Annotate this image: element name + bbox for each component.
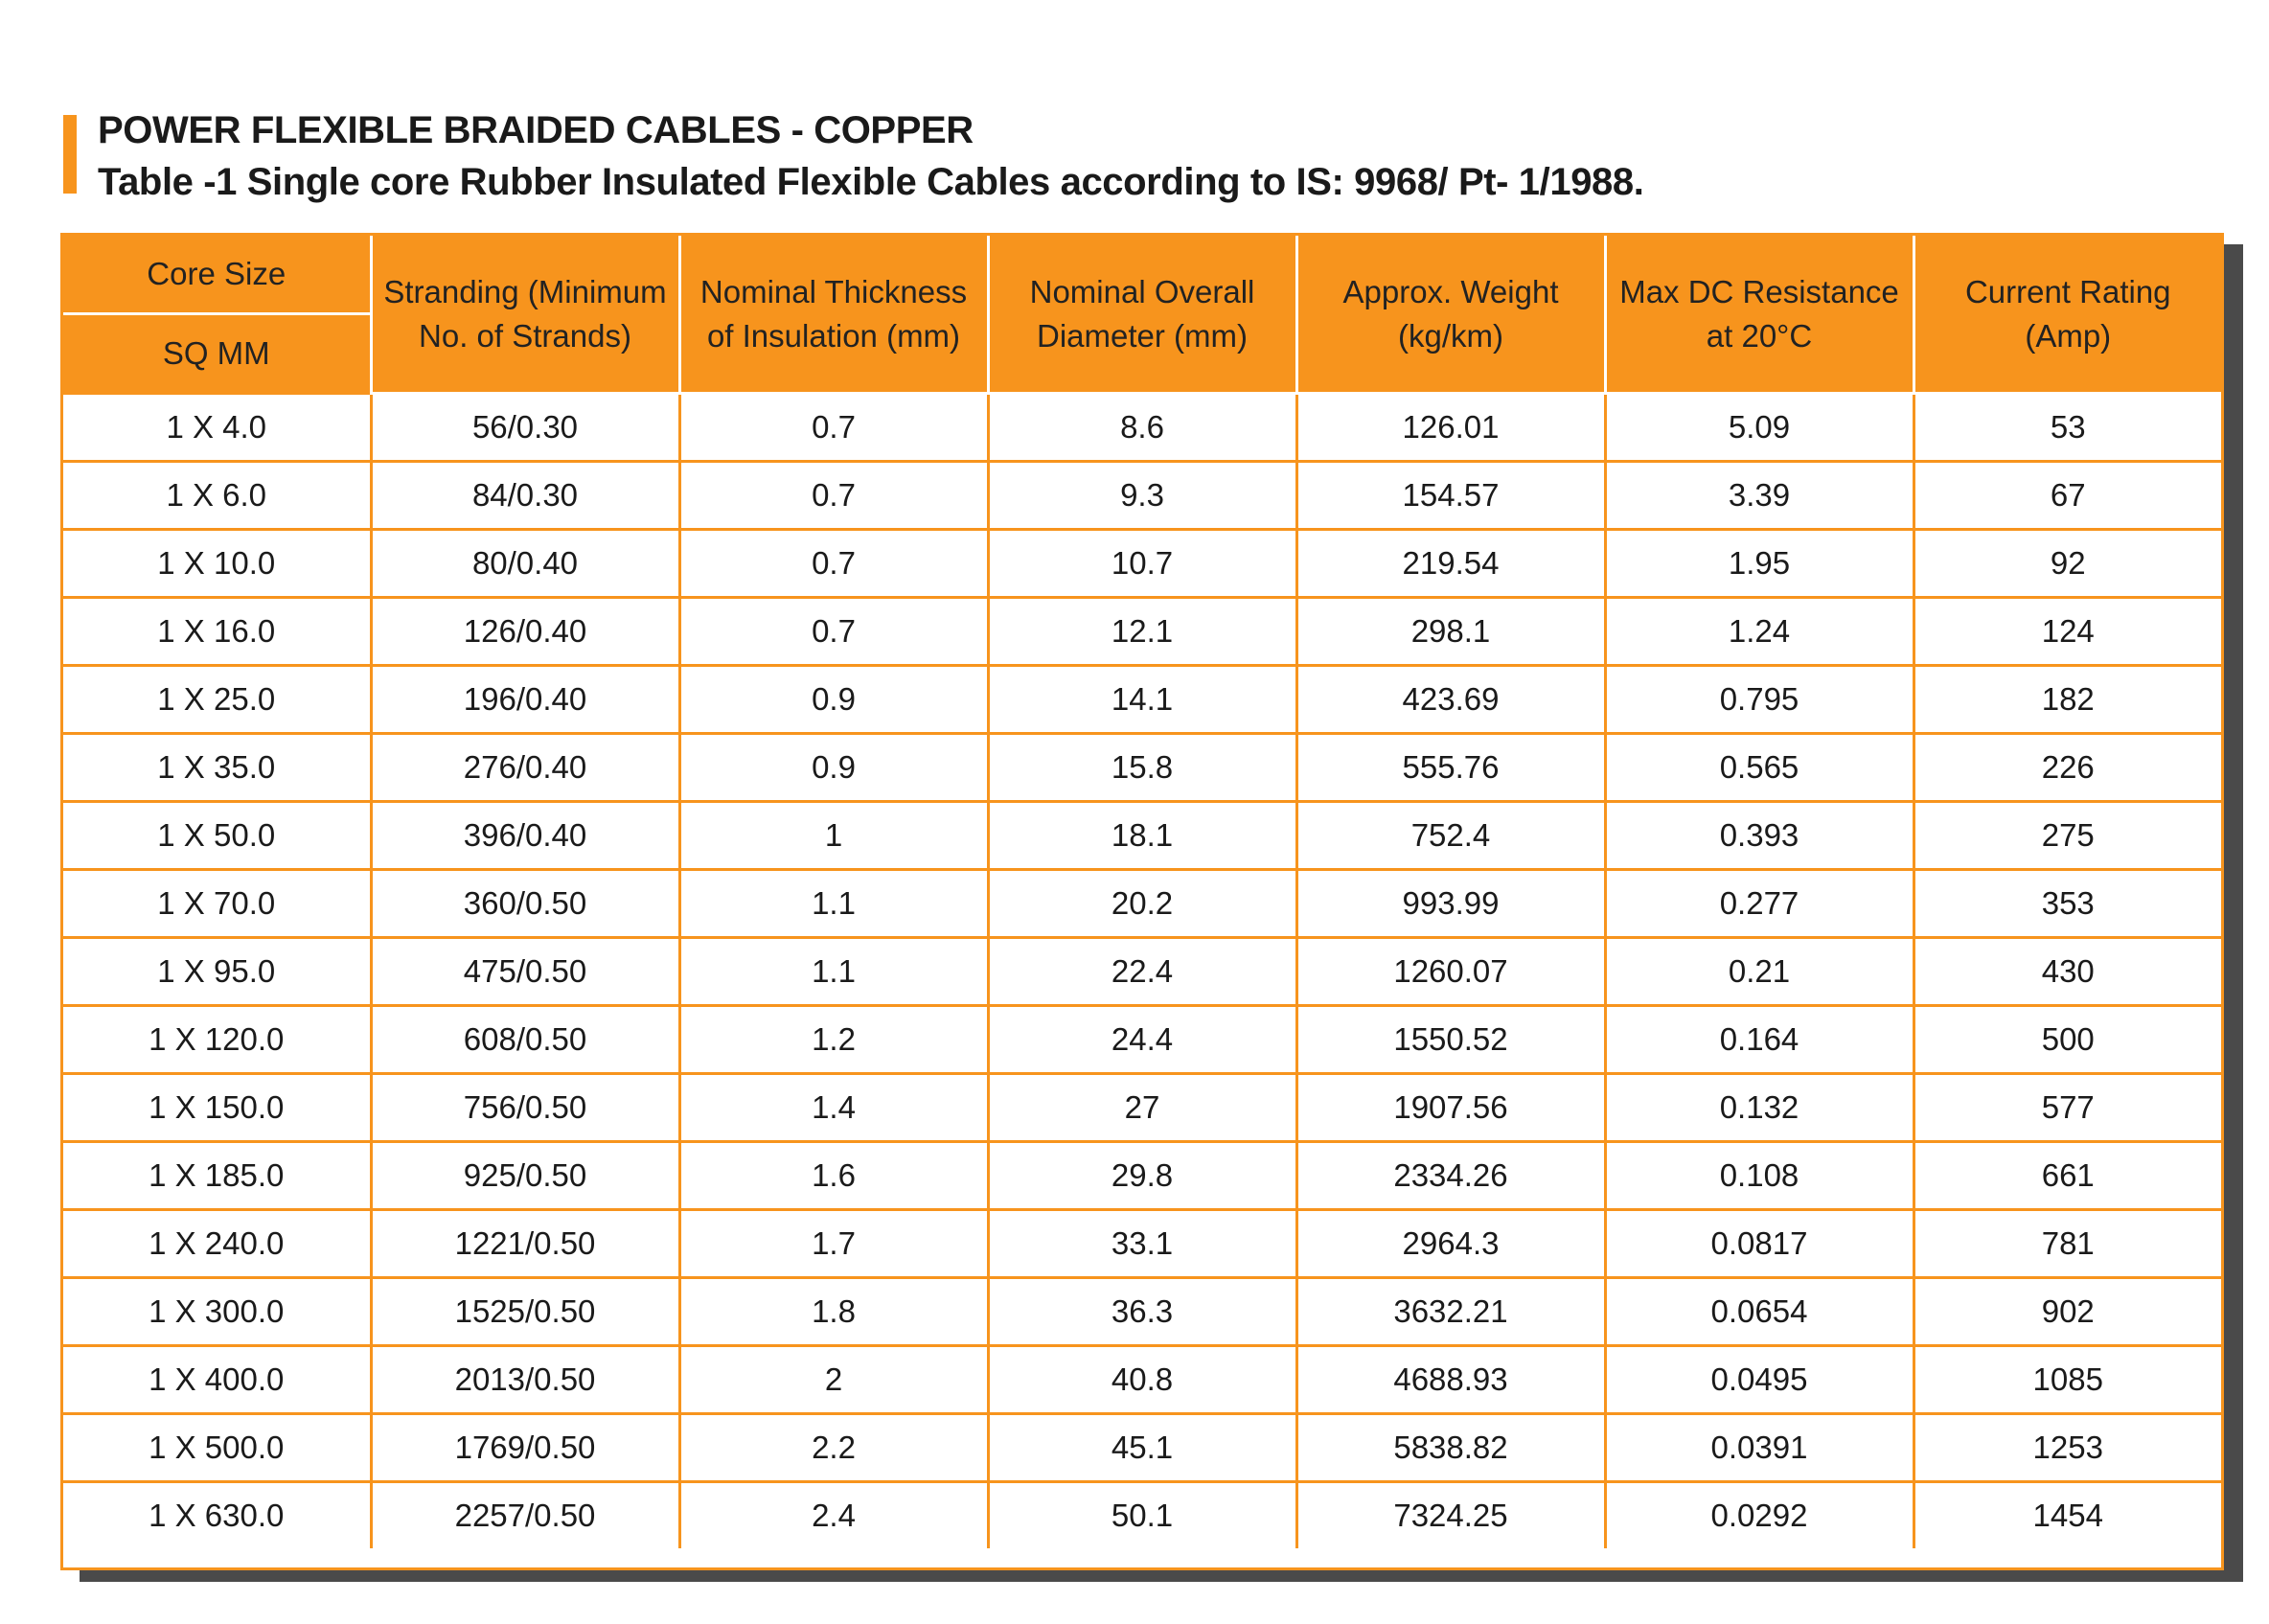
cell-diameter: 12.1: [988, 598, 1296, 666]
cell-core-size: 1 X 35.0: [63, 734, 371, 802]
document-title: POWER FLEXIBLE BRAIDED CABLES - COPPER: [98, 109, 974, 151]
header-core-size: Core Size: [63, 236, 371, 314]
table-row: [63, 802, 2221, 870]
cell-thickness: 1: [679, 802, 988, 870]
cell-stranding: 84/0.30: [371, 462, 679, 530]
cell-resistance: 0.0817: [1605, 1210, 1914, 1278]
cell-thickness: 1.6: [679, 1142, 988, 1210]
cell-stranding: 608/0.50: [371, 1006, 679, 1074]
cell-weight: 993.99: [1296, 870, 1605, 938]
cell-core-size: 1 X 70.0: [63, 870, 371, 938]
cell-diameter: 40.8: [988, 1346, 1296, 1414]
cell-current: 430: [1914, 938, 2221, 1006]
header-weight-line1: Approx. Weight: [1342, 273, 1559, 309]
cell-weight: 2334.26: [1296, 1142, 1605, 1210]
cell-thickness: 1.7: [679, 1210, 988, 1278]
cell-stranding: 126/0.40: [371, 598, 679, 666]
cell-thickness: 0.7: [679, 462, 988, 530]
cell-diameter: 22.4: [988, 938, 1296, 1006]
cell-current: 226: [1914, 734, 2221, 802]
cell-stranding: 1221/0.50: [371, 1210, 679, 1278]
cell-thickness: 2.4: [679, 1482, 988, 1549]
cell-resistance: 0.164: [1605, 1006, 1914, 1074]
cell-current: 577: [1914, 1074, 2221, 1142]
cell-core-size: 1 X 185.0: [63, 1142, 371, 1210]
cell-thickness: 1.2: [679, 1006, 988, 1074]
cell-resistance: 3.39: [1605, 462, 1914, 530]
table-row: [63, 1278, 2221, 1346]
table-row: [63, 1142, 2221, 1210]
cell-weight: 555.76: [1296, 734, 1605, 802]
header-current-line2: (Amp): [2025, 317, 2112, 354]
cell-thickness: 0.9: [679, 734, 988, 802]
cell-stranding: 396/0.40: [371, 802, 679, 870]
cell-weight: 126.01: [1296, 394, 1605, 462]
cell-thickness: 1.1: [679, 870, 988, 938]
cell-current: 92: [1914, 530, 2221, 598]
cell-current: 902: [1914, 1278, 2221, 1346]
cell-resistance: 0.132: [1605, 1074, 1914, 1142]
cell-resistance: 5.09: [1605, 394, 1914, 462]
cell-current: 353: [1914, 870, 2221, 938]
table-row: [63, 1006, 2221, 1074]
cell-current: 124: [1914, 598, 2221, 666]
cell-current: 67: [1914, 462, 2221, 530]
table-row: [63, 1482, 2221, 1549]
cell-weight: 298.1: [1296, 598, 1605, 666]
cell-core-size: 1 X 25.0: [63, 666, 371, 734]
table-row: [63, 394, 2221, 462]
cell-weight: 1550.52: [1296, 1006, 1605, 1074]
cell-stranding: 2013/0.50: [371, 1346, 679, 1414]
cell-diameter: 29.8: [988, 1142, 1296, 1210]
cell-stranding: 80/0.40: [371, 530, 679, 598]
table-row: [63, 1074, 2221, 1142]
cell-current: 1085: [1914, 1346, 2221, 1414]
cell-core-size: 1 X 400.0: [63, 1346, 371, 1414]
heading-accent-bar: [63, 115, 77, 194]
cell-weight: 423.69: [1296, 666, 1605, 734]
cell-weight: 1260.07: [1296, 938, 1605, 1006]
cell-diameter: 50.1: [988, 1482, 1296, 1549]
header-resistance: [1605, 236, 1914, 394]
cell-stranding: 925/0.50: [371, 1142, 679, 1210]
cell-core-size: 1 X 240.0: [63, 1210, 371, 1278]
table-row: [63, 666, 2221, 734]
cell-core-size: 1 X 120.0: [63, 1006, 371, 1074]
cell-stranding: 756/0.50: [371, 1074, 679, 1142]
cell-thickness: 0.9: [679, 666, 988, 734]
header-stranding-line2: No. of Strands): [419, 317, 631, 354]
cell-diameter: 24.4: [988, 1006, 1296, 1074]
header-weight: [1296, 236, 1605, 394]
table-row: [63, 1346, 2221, 1414]
cell-core-size: 1 X 4.0: [63, 394, 371, 462]
cell-resistance: 0.21: [1605, 938, 1914, 1006]
cell-current: 661: [1914, 1142, 2221, 1210]
cell-diameter: 36.3: [988, 1278, 1296, 1346]
table-row: [63, 734, 2221, 802]
cell-current: 1454: [1914, 1482, 2221, 1549]
cell-current: 275: [1914, 802, 2221, 870]
header-diameter-line1: Nominal Overall: [1029, 273, 1255, 309]
header-resistance-line2: at 20°C: [1706, 317, 1813, 354]
cell-thickness: 0.7: [679, 530, 988, 598]
table-row: [63, 1414, 2221, 1482]
header-current: [1914, 236, 2221, 394]
cell-stranding: 360/0.50: [371, 870, 679, 938]
cell-weight: 4688.93: [1296, 1346, 1605, 1414]
header-diameter-line2: Diameter (mm): [1037, 317, 1248, 354]
cell-thickness: 0.7: [679, 394, 988, 462]
cell-resistance: 0.0292: [1605, 1482, 1914, 1549]
cell-weight: 7324.25: [1296, 1482, 1605, 1549]
cell-core-size: 1 X 16.0: [63, 598, 371, 666]
table-caption: Table -1 Single core Rubber Insulated Flexible Cables according to IS: 9968/ Pt- 1/1988.: [98, 161, 1644, 203]
cell-stranding: 276/0.40: [371, 734, 679, 802]
cell-diameter: 33.1: [988, 1210, 1296, 1278]
cell-thickness: 1.4: [679, 1074, 988, 1142]
cell-core-size: 1 X 6.0: [63, 462, 371, 530]
cell-resistance: 0.108: [1605, 1142, 1914, 1210]
header-thickness-line1: Nominal Thickness: [699, 273, 968, 309]
cell-resistance: 1.95: [1605, 530, 1914, 598]
cell-diameter: 8.6: [988, 394, 1296, 462]
cell-diameter: 27: [988, 1074, 1296, 1142]
cell-core-size: 1 X 630.0: [63, 1482, 371, 1549]
cell-current: 1253: [1914, 1414, 2221, 1482]
table-row: [63, 938, 2221, 1006]
cell-weight: 752.4: [1296, 802, 1605, 870]
cell-resistance: 0.0654: [1605, 1278, 1914, 1346]
cell-weight: 5838.82: [1296, 1414, 1605, 1482]
cell-stranding: 475/0.50: [371, 938, 679, 1006]
header-stranding: [371, 236, 679, 394]
cell-core-size: 1 X 10.0: [63, 530, 371, 598]
cell-current: 182: [1914, 666, 2221, 734]
cell-thickness: 0.7: [679, 598, 988, 666]
cell-thickness: 1.8: [679, 1278, 988, 1346]
cell-diameter: 10.7: [988, 530, 1296, 598]
cell-diameter: 20.2: [988, 870, 1296, 938]
cell-current: 53: [1914, 394, 2221, 462]
cell-core-size: 1 X 300.0: [63, 1278, 371, 1346]
header-stranding-line1: Stranding (Minimum: [383, 273, 667, 309]
cell-thickness: 2.2: [679, 1414, 988, 1482]
cell-diameter: 14.1: [988, 666, 1296, 734]
cell-core-size: 1 X 50.0: [63, 802, 371, 870]
cell-weight: 154.57: [1296, 462, 1605, 530]
cell-resistance: 0.0391: [1605, 1414, 1914, 1482]
header-current-line1: Current Rating: [1964, 273, 2171, 309]
header-thickness-line2: of Insulation (mm): [706, 317, 961, 354]
cell-weight: 3632.21: [1296, 1278, 1605, 1346]
table-row: [63, 1210, 2221, 1278]
cell-current: 500: [1914, 1006, 2221, 1074]
cell-resistance: 0.565: [1605, 734, 1914, 802]
cell-current: 781: [1914, 1210, 2221, 1278]
table-row: [63, 530, 2221, 598]
cell-resistance: 0.795: [1605, 666, 1914, 734]
cell-diameter: 45.1: [988, 1414, 1296, 1482]
table-row: [63, 462, 2221, 530]
cell-stranding: 1525/0.50: [371, 1278, 679, 1346]
table-body: [63, 394, 2221, 1549]
spec-table-frame: [60, 233, 2224, 1570]
cell-resistance: 0.393: [1605, 802, 1914, 870]
cell-resistance: 0.0495: [1605, 1346, 1914, 1414]
cable-spec-table: [63, 236, 2221, 1548]
header-core-size-unit: SQ MM: [63, 314, 371, 394]
cell-core-size: 1 X 150.0: [63, 1074, 371, 1142]
cell-diameter: 15.8: [988, 734, 1296, 802]
cell-core-size: 1 X 95.0: [63, 938, 371, 1006]
table-row: [63, 598, 2221, 666]
header-thickness: [679, 236, 988, 394]
cell-stranding: 2257/0.50: [371, 1482, 679, 1549]
cell-thickness: 1.1: [679, 938, 988, 1006]
cell-resistance: 1.24: [1605, 598, 1914, 666]
cell-diameter: 9.3: [988, 462, 1296, 530]
cell-stranding: 56/0.30: [371, 394, 679, 462]
table-row: [63, 870, 2221, 938]
cell-weight: 1907.56: [1296, 1074, 1605, 1142]
header-diameter: [988, 236, 1296, 394]
header-resistance-line1: Max DC Resistance: [1619, 273, 1899, 309]
cell-stranding: 196/0.40: [371, 666, 679, 734]
cell-diameter: 18.1: [988, 802, 1296, 870]
cell-thickness: 2: [679, 1346, 988, 1414]
cell-weight: 2964.3: [1296, 1210, 1605, 1278]
cell-resistance: 0.277: [1605, 870, 1914, 938]
cell-weight: 219.54: [1296, 530, 1605, 598]
header-weight-line2: (kg/km): [1398, 317, 1503, 354]
cell-stranding: 1769/0.50: [371, 1414, 679, 1482]
cell-core-size: 1 X 500.0: [63, 1414, 371, 1482]
